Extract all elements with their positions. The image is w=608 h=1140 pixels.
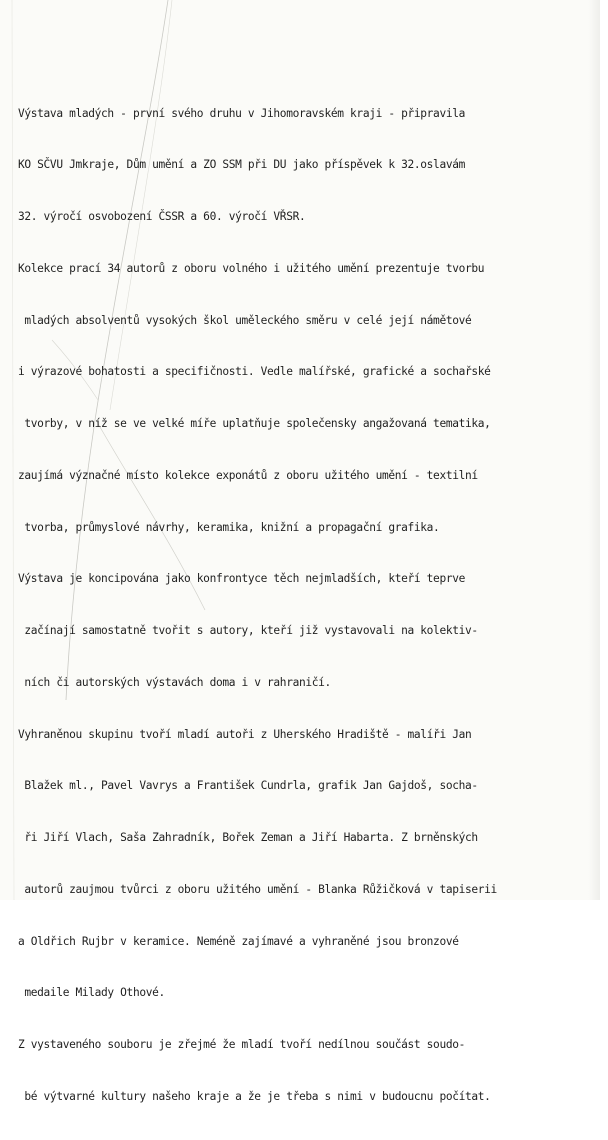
text-line: Kolekce prací 34 autorů z oboru volného i užitého umění prezentuje tvorbu (18, 261, 485, 275)
text-line: mladých absolventů vysokých škol uměleckého směru v celé její námětové (18, 313, 472, 327)
text-line: tvorby, v níž se ve velké míře uplatňuje společensky angažovaná tematika, (18, 417, 491, 430)
text-line: Blažek ml., Pavel Vavrys a František Cundrla, grafik Jan Gajdoš, socha- (18, 779, 478, 793)
text-line: Z vystaveného souboru je zřejmé že mladí tvoří nedílnou součást soudo- (18, 1038, 465, 1051)
text-line: autorů zaujmou tvůrci z oboru užitého umění - Blanka Růžičková v tapiserii (18, 882, 497, 896)
text-line: tvorba, průmyslové návrhy, keramika, knižní a propagační grafika. (18, 520, 440, 534)
text-line: zaujímá význačné místo kolekce exponátů z oboru užitého umění - textilní (18, 468, 478, 482)
text-line: Výstava je koncipována jako konfrontyce těch nejmladších, kteří teprve (18, 572, 465, 586)
text-line: KO SČVU Jmkraje, Dům umění a ZO SSM při DU jako příspěvek k 32.oslavám (18, 158, 465, 172)
text-line: Vyhraněnou skupinu tvoří mladí autoři z Uherského Hradiště - malíři Jan (18, 727, 472, 741)
text-line: ních či autorských výstavách doma i v rahraničí. (18, 675, 331, 689)
text-line: 32. výročí osvobození ČSSR a 60. výročí VŘSR. (18, 210, 306, 223)
text-line: ři Jiří Vlach, Saša Zahradník, Bořek Zeman a Jiří Habarta. Z brněnských (18, 831, 478, 844)
text-line: a Oldřich Rujbr v keramice. Neméně zajímavé a vyhraněné jsou bronzové (18, 934, 459, 948)
text-line: bé výtvarné kultury našeho kraje a že je třeba s nimi v budoucnu počítat. (18, 1089, 491, 1103)
text-line: začínají samostatně tvořit s autory, kteří již vystavovali na kolektiv- (18, 624, 478, 637)
text-line: medaile Milady Othové. (18, 986, 165, 1000)
document-body (18, 70, 608, 1140)
text-line: Výstava mladých - první svého druhu v Jihomoravském kraji - připravila (18, 106, 465, 120)
text-line: i výrazové bohatosti a specifičnosti. Vedle malířské, grafické a sochařské (18, 365, 491, 379)
